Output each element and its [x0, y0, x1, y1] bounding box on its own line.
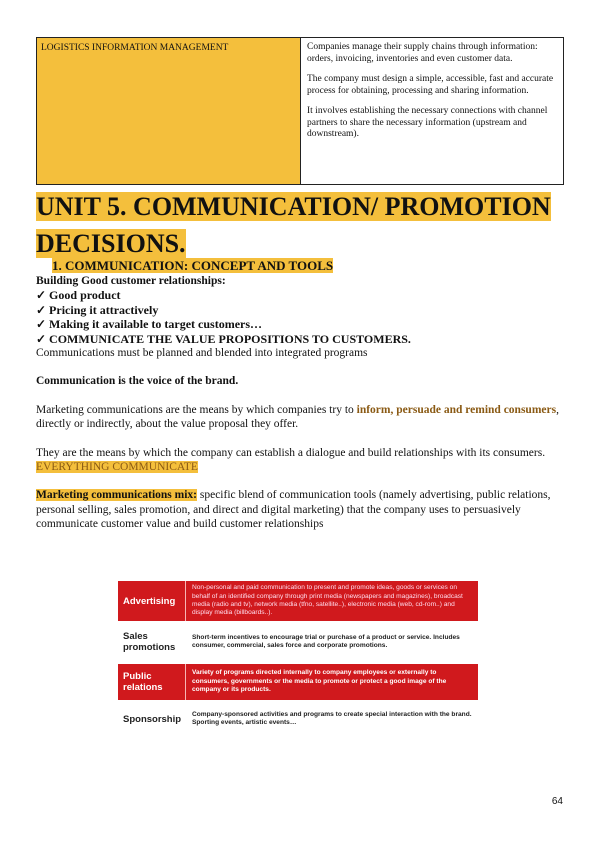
unit-title: [36, 188, 564, 262]
mix-row-advertising: [118, 581, 478, 621]
communication-mix-table: [118, 581, 478, 734]
mix-definition-label: Marketing communications mix:: [36, 489, 197, 502]
checklist-item: ✓ Good product: [36, 288, 121, 303]
checklist-item: ✓ Pricing it attractively: [36, 302, 159, 317]
everything-communicate: EVERYTHING COMMUNICATE: [36, 461, 198, 474]
marketing-comm-text: [36, 403, 566, 432]
voice-text: Communication is the voice of the brand.: [36, 375, 239, 388]
section-heading: [52, 258, 566, 274]
logistics-table-label-text: LOGISTICS INFORMATION MANAGEMENT: [41, 43, 229, 53]
mix-definition-text: specific blend of communication tools (namely advertising, public relations, personal selling, sales promotion, and direct and digital marketing) that the company uses to persuasively communicate customer value and build customer relationships: [36, 489, 551, 531]
logistics-paragraph: Companies manage their supply chains through information: orders, invoicing, inventories and even customer data.: [307, 42, 538, 64]
mix-definition: [36, 488, 566, 531]
mix-label: Advertising: [118, 581, 186, 621]
mix-row-public-relations: [118, 664, 478, 700]
section-heading-text: 1. COMMUNICATION: CONCEPT AND TOOLS: [52, 258, 334, 273]
mix-description: Non-personal and paid communication to present and promote ideas, goods or services on behalf of an identified company through print media (newspapers and magazines), broadcast media (radio and tv), network media (tfno, satellite..), electronic media (web, cd-rom..) and display media (billboards..).: [192, 584, 463, 617]
mix-label: Sales promotions: [123, 631, 176, 653]
mix-row-sponsorship: [118, 704, 478, 734]
checklist-item: ✓ Making it available to target customers…: [36, 317, 263, 332]
checklist-item: ✓ COMMUNICATE THE VALUE PROPOSITIONS TO CUSTOMERS.: [36, 331, 411, 346]
marketing-comm-after: , directly or indirectly, about the value proposal they offer.: [36, 403, 559, 431]
mix-label: Public relations: [118, 664, 186, 700]
mix-description: Company-sponsored activities and programs to create special interaction with the brand. Sporting events, artistic events…: [192, 710, 472, 726]
logistics-paragraph: It involves establishing the necessary connections with channel partners to share the necessary information (upstream and downstream).: [307, 106, 548, 139]
mix-description: Short-term incentives to encourage trial or purchase of a product or service. Includes consumer, commercial, sales force and corporate promotions.: [192, 633, 460, 649]
logistics-table: [36, 37, 564, 185]
logistics-paragraph: The company must design a simple, accessible, fast and accurate process for obtaining, processing and sharing information.: [307, 74, 554, 96]
marketing-comm-highlight: inform, persuade and remind consumers: [356, 403, 557, 416]
main-content: [36, 258, 566, 532]
logistics-table-description: [301, 38, 563, 184]
integrated-text: Communications must be planned and blended into integrated programs: [36, 347, 368, 360]
unit-title-text: UNIT 5. COMMUNICATION/ PROMOTION DECISIONS.: [36, 192, 551, 258]
marketing-comm-before: Marketing communications are the means by which companies try to: [36, 403, 357, 416]
mix-label: Sponsorship: [123, 713, 182, 725]
mix-row-sales-promotions: [118, 625, 478, 659]
dialogue-text: They are the means by which the company can establish a dialogue and build relationships with its consumers.: [36, 446, 546, 459]
page-number: 64: [551, 796, 563, 807]
mix-description: Variety of programs directed internally to company employees or externally to consumers, governments or the media to promote or protect a good image of the company or its products.: [192, 669, 447, 694]
building-heading: Building Good customer relationships:: [36, 275, 226, 287]
logistics-table-label: [37, 38, 301, 184]
